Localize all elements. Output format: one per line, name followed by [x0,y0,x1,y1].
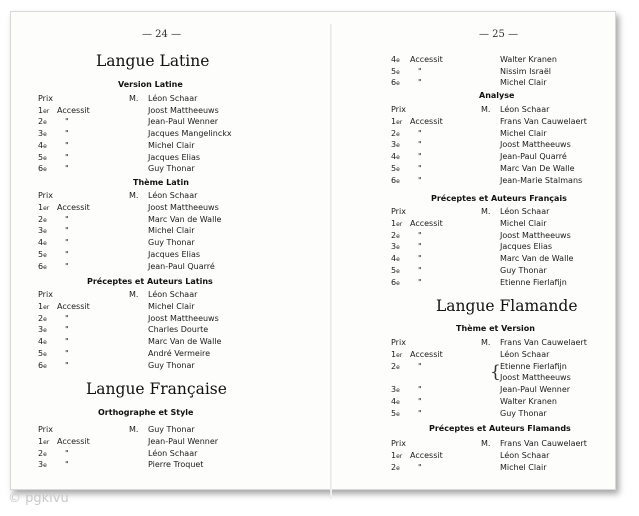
accessit-label: " [65,129,69,139]
rank-suffix: er [396,351,403,359]
rank-number: 1 [38,436,44,446]
rank-number: 4 [391,254,397,264]
laureate-name: Marc Van De Walle [500,164,575,173]
accessit-label: " [65,214,69,224]
rank-number: 1 [391,218,397,228]
rank-label [391,117,402,126]
page-number-right: — 25 — [479,29,519,40]
laureate-name: Jean-Paul Wenner [148,436,219,446]
rank-suffix: er [43,438,50,446]
laureate-name: Léon Schaar [148,448,198,458]
accessit-label: " [418,385,422,395]
rank-number: 5 [391,164,397,173]
accessit-label: " [65,117,69,127]
rank-suffix: e [396,268,400,275]
rank-number: 1 [38,105,44,115]
rank-suffix: e [396,244,400,252]
subheading-preceptes-flamands: Préceptes et Auteurs Flamands [429,424,571,433]
rank-label [391,397,400,406]
rank-label [38,250,47,259]
rank-number: 5 [391,266,397,275]
rank-label [391,231,400,240]
rank-label [38,129,47,138]
rank-label [38,460,47,469]
rank-suffix: e [43,450,47,458]
rank-label [391,362,400,371]
rank-number: 4 [38,337,44,347]
rank-suffix: e [396,177,400,185]
rank-label [38,361,47,370]
laureate-name: Etienne Fierlafijn [500,277,567,287]
rank-label [38,262,47,271]
rank-number: 3 [391,385,397,395]
rank-number: 1 [391,450,397,460]
rank-suffix: e [43,228,47,236]
rank-number: 5 [38,349,44,358]
laureate-name: André Vermeire [148,349,211,358]
rank-label [391,67,400,76]
rank-label [38,325,47,334]
rank-suffix: e [43,252,47,259]
rank-label [38,290,53,299]
rank-label [391,152,400,161]
laureate-name: Guy Thonar [500,408,547,418]
laureate-name: Michel Clair [500,78,547,87]
rank-suffix: e [43,154,47,162]
rank-suffix: er [43,107,50,115]
rank-number: 5 [391,408,397,418]
name-prefix: M. [129,94,139,103]
laureate-name: Léon Schaar [500,105,550,114]
rank-label [391,254,400,263]
rank-label [391,242,400,251]
accessit-label: " [418,462,422,472]
rank-label [391,278,400,287]
rank-label [38,191,53,200]
laureate-name: Marc Van de Walle [148,337,222,347]
rank-label [38,449,47,458]
accessit-label: " [418,175,422,185]
laureate-name: Marc Van de Walle [148,214,222,224]
rank-number: 4 [391,55,397,64]
accessit-label: " [65,337,69,347]
laureate-name: Guy Thonar [148,164,195,174]
subheading-version-latine: Version Latine [118,80,183,89]
laureate-name: Jacques Elias [500,242,553,252]
accessit-label: " [418,254,422,264]
rank-label [38,215,47,224]
rank-label [38,153,47,162]
laureate-name: Léon Schaar [500,450,550,460]
name-prefix: M. [129,290,139,299]
rank-suffix: e [396,256,400,264]
rank-label [391,409,400,418]
laureate-name: Walter Kranen [500,397,557,406]
rank-number: 1 [38,301,44,311]
rank-number: 4 [391,152,397,162]
rank-suffix: e [396,279,400,287]
rank-label [391,78,400,87]
rank-suffix: e [396,130,400,138]
book-fold [330,24,332,499]
accessit-label: " [418,140,422,150]
accessit-label: " [418,397,422,406]
rank-number: 6 [38,261,44,271]
accessit-label: " [418,266,422,275]
rank-label [391,385,400,394]
heading-langue-latine: Langue Latine [96,52,210,70]
rank-suffix: e [43,240,47,248]
subheading-preceptes-latins: Préceptes et Auteurs Latins [87,277,213,286]
accessit-label: " [65,164,69,174]
accessit-label: " [65,360,69,370]
rank-suffix: e [43,327,47,335]
accessit-label: " [65,313,69,323]
rank-label [38,94,53,103]
laureate-name: Jean-Paul Wenner [500,385,571,395]
rank-number: 3 [38,129,44,139]
name-prefix: M. [481,105,491,114]
rank-number: 3 [391,140,397,150]
rank-number: Prix [391,439,406,448]
rank-number: 2 [38,313,44,323]
rank-suffix: e [396,232,400,240]
rank-label [38,203,49,212]
rank-suffix: e [396,166,400,173]
subheading-preceptes-francais: Préceptes et Auteurs Français [431,194,567,203]
accessit-label: Accessit [410,55,443,64]
page-number-left: — 24 — [142,29,182,40]
rank-suffix: e [396,142,400,150]
heading-langue-francaise: Langue Française [86,380,227,398]
rank-suffix: e [396,399,400,406]
accessit-label: " [418,242,422,252]
accessit-label: " [65,226,69,236]
accessit-label: " [418,408,422,418]
rank-suffix: e [43,119,47,127]
rank-label [391,350,402,359]
accessit-label: " [418,66,422,76]
accessit-label: " [65,261,69,271]
laureate-name: Frans Van Cauwelaert [500,439,587,448]
rank-suffix: er [396,452,403,460]
rank-suffix: e [43,263,47,271]
rank-label [38,226,47,235]
rank-label [38,314,47,323]
laureate-name: Walter Kranen [500,55,557,64]
rank-label [38,106,49,115]
accessit-label: Accessit [57,105,90,115]
rank-suffix: er [43,303,50,311]
rank-suffix: er [396,118,403,126]
rank-suffix: er [396,220,403,228]
accessit-label: " [418,361,422,371]
accessit-label: Accessit [57,436,90,446]
rank-number: 3 [38,226,44,236]
laureate-name: Joost Mattheeuws [500,140,571,150]
rank-label [38,337,47,346]
accessit-label: " [65,349,69,358]
laureate-name: Nissim Israël [500,66,551,76]
laureate-name: Charles Dourte [148,325,209,335]
accessit-label: " [418,277,422,287]
rank-number: 3 [391,242,397,252]
rank-suffix: e [43,362,47,370]
accessit-label: " [418,164,422,173]
laureate-name: Jacques Elias [148,250,201,259]
rank-number: 6 [38,360,44,370]
name-prefix: M. [481,439,491,448]
laureate-name: Léon Schaar [500,349,550,359]
rank-number: 6 [391,175,397,185]
rank-label [38,302,49,311]
rank-label [391,451,402,460]
rank-number: 2 [391,361,397,371]
accessit-label: " [418,128,422,138]
rank-number: Prix [38,290,53,299]
accessit-label: " [418,152,422,162]
laureate-name: Jean-Marie Stalmans [500,175,583,185]
laureate-name: Léon Schaar [148,191,198,200]
rank-number: 1 [391,116,397,126]
rank-suffix: er [43,204,50,212]
laureate-name: Jean-Paul Quarré [148,261,215,271]
accessit-label: " [418,78,422,87]
rank-number: Prix [391,207,406,216]
rank-label [391,463,400,472]
subheading-theme-latin: Thème Latin [133,178,189,187]
accessit-label: " [65,140,69,150]
rank-label [391,105,406,114]
rank-number: 5 [38,152,44,162]
laureate-name: Michel Clair [500,218,547,228]
name-prefix: M. [481,338,491,347]
rank-number: 6 [38,164,44,174]
rank-number: 4 [38,238,44,248]
accessit-label: " [65,152,69,162]
laureate-name: Jean-Paul Wenner [148,117,219,127]
rank-label [391,266,400,275]
rank-suffix: e [43,315,47,323]
rank-label [391,176,400,185]
subheading-orthographe: Orthographe et Style [98,408,194,417]
rank-label [38,425,53,434]
brace-ex-aequo: { [490,362,501,382]
laureate-name: Joost Mattheeuws [500,230,571,240]
laureate-name: Frans Van Cauwelaert [500,116,587,126]
subheading-theme-version: Thème et Version [456,324,535,333]
rank-number: 2 [38,117,44,127]
accessit-label: Accessit [410,218,443,228]
laureate-name: Joost Mattheeuws [148,105,219,115]
laureate-name: Marc Van de Walle [500,254,574,264]
rank-suffix: e [396,464,400,472]
watermark: © pgkivu [8,491,69,506]
rank-number: 2 [391,230,397,240]
laureate-name: Joost Mattheeuws [148,202,219,212]
rank-label [38,349,47,358]
rank-number: 3 [38,325,44,335]
name-prefix: M. [481,207,491,216]
laureate-name: Pierre Troquet [148,460,204,470]
rank-suffix: e [43,216,47,224]
rank-label [38,437,49,446]
laureate-name: Michel Clair [148,301,195,311]
laureate-name: Jacques Elias [148,152,201,162]
laureate-name: Joost Mattheeuws [148,313,219,323]
name-prefix: M. [129,425,139,434]
accessit-label: Accessit [57,202,90,212]
rank-number: 2 [38,448,44,458]
accessit-label: Accessit [410,349,443,359]
laureate-name: Michel Clair [500,462,547,472]
rank-label [391,129,400,138]
rank-label [38,141,47,150]
rank-suffix: e [396,68,400,76]
laureate-name: Joost Mattheeuws [500,373,571,383]
rank-suffix: e [396,363,400,371]
accessit-label: " [65,325,69,335]
accessit-label: " [65,250,69,259]
rank-suffix: e [43,339,47,347]
rank-number: Prix [38,94,53,103]
laureate-name: Guy Thonar [148,360,195,370]
rank-number: 1 [38,202,44,212]
laureate-name: Jacques Mangelinckx [148,129,232,139]
laureate-name: Michel Clair [148,226,195,236]
accessit-label: Accessit [57,301,90,311]
rank-number: Prix [391,105,406,114]
rank-label [391,439,406,448]
rank-number: Prix [38,191,53,200]
rank-number: 2 [38,214,44,224]
accessit-label: " [418,230,422,240]
rank-label [38,117,47,126]
heading-langue-flamande: Langue Flamande [436,297,578,315]
subheading-analyse: Analyse [479,91,515,100]
accessit-label: " [65,238,69,248]
rank-suffix: e [396,57,400,64]
rank-number: 3 [38,460,44,470]
rank-suffix: e [43,142,47,150]
laureate-name: Léon Schaar [148,94,198,103]
rank-number: 2 [391,462,397,472]
laureate-name: Léon Schaar [148,290,198,299]
rank-number: 2 [391,128,397,138]
rank-suffix: e [396,410,400,418]
accessit-label: " [65,448,69,458]
accessit-label: Accessit [410,116,443,126]
rank-suffix: e [43,131,47,139]
rank-number: 1 [391,349,397,359]
rank-number: Prix [391,338,406,347]
laureate-name: Frans Van Cauwelaert [500,338,587,347]
rank-label [391,338,406,347]
rank-number: 6 [391,277,397,287]
name-prefix: M. [129,191,139,200]
laureate-name: Guy Thonar [500,266,547,275]
accessit-label: Accessit [410,450,443,460]
rank-suffix: e [43,462,47,470]
rank-label [38,164,47,173]
rank-suffix: e [396,154,400,162]
laureate-name: Michel Clair [148,140,195,150]
rank-label [391,140,400,149]
laureate-name: Guy Thonar [148,238,195,248]
accessit-label: " [65,460,69,470]
rank-number: Prix [38,425,53,434]
laureate-name: Guy Thonar [148,425,195,434]
laureate-name: Michel Clair [500,128,547,138]
rank-number: 4 [38,140,44,150]
rank-label [391,164,400,173]
laureate-name: Etienne Fierlafijn [500,361,567,371]
laureate-name: Léon Schaar [500,207,550,216]
rank-number: 5 [391,66,397,76]
rank-suffix: e [43,351,47,358]
laureate-name: Jean-Paul Quarré [500,152,567,162]
rank-suffix: e [396,387,400,395]
rank-number: 6 [391,78,397,87]
rank-label [38,238,47,247]
rank-number: 4 [391,397,397,406]
rank-label [391,207,406,216]
rank-label [391,219,402,228]
rank-number: 5 [38,250,44,259]
rank-suffix: e [43,166,47,174]
rank-suffix: e [396,80,400,87]
rank-label [391,55,400,64]
